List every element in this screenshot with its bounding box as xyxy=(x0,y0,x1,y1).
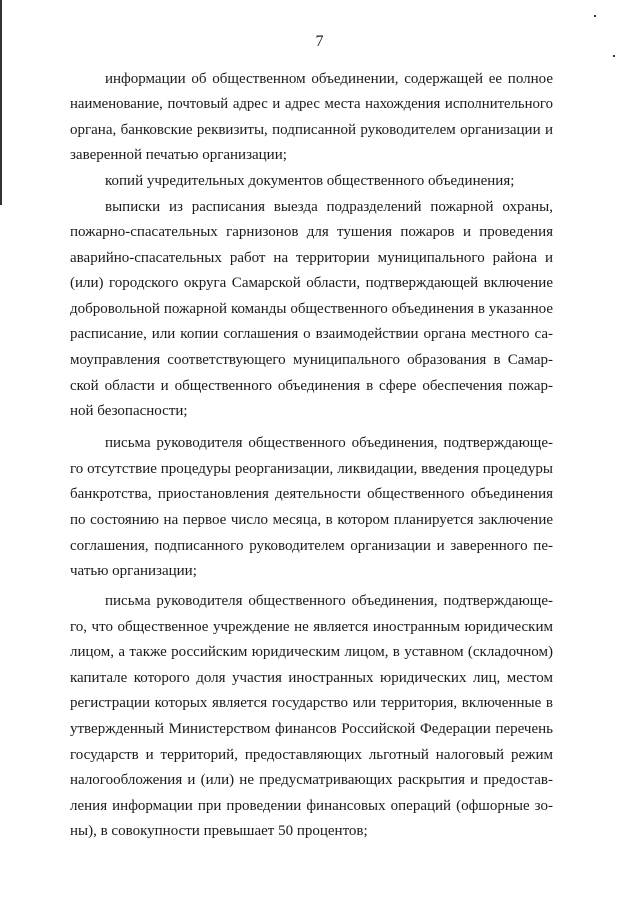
text-line: информации об общественном объединении, содержащей ее полное xyxy=(105,71,553,87)
text-line: ной безопасности; xyxy=(70,403,188,419)
text-line: заверенной печатью организации; xyxy=(70,147,287,163)
text-line: выписки из расписания выезда подразделений пожарной охраны, xyxy=(105,199,553,215)
text-line: утвержденный Министерством финансов Российской Федерации перечень xyxy=(70,721,553,737)
text-line: соглашения, подписанного руководителем организации и заверенного пе- xyxy=(70,538,553,554)
text-line: письма руководителя общественного объединения, подтверждающе- xyxy=(105,593,553,609)
text-line: ской области и общественного объединения в сфере обеспечения пожар- xyxy=(70,378,553,394)
text-line: го отсутствие процедуры реорганизации, ликвидации, введения процедуры xyxy=(70,461,553,477)
page-number: 7 xyxy=(315,33,324,50)
text-line: копий учредительных документов общественного объединения; xyxy=(105,173,515,189)
text-line: налогообложения и (или) не предусматривающих раскрытия и предостав- xyxy=(70,772,553,788)
text-line: добровольной пожарной команды общественного объединения в указанное xyxy=(70,301,553,317)
text-line: расписание, или копии соглашения о взаимодействии органа местного са- xyxy=(70,326,553,342)
text-line: банкротства, приостановления деятельности общественного объединения xyxy=(70,486,553,502)
text-line: ления информации при проведении финансовых операций (офшорные зо- xyxy=(70,798,553,814)
text-line: наименование, почтовый адрес и адрес места нахождения исполнительного xyxy=(70,96,553,112)
scan-dot xyxy=(613,55,615,57)
text-line: письма руководителя общественного объединения, подтверждающе- xyxy=(105,435,553,451)
text-line: государств и территорий, предоставляющих льготный налоговый режим xyxy=(70,747,553,763)
text-line: по состоянию на первое число месяца, в котором планируется заключение xyxy=(70,512,553,528)
text-line: пожарно-спасательных гарнизонов для тушения пожаров и проведения xyxy=(70,224,553,240)
text-line: ны), в совокупности превышает 50 процентов; xyxy=(70,823,368,839)
text-line: моуправления соответствующего муниципального образования в Самар- xyxy=(70,352,553,368)
text-line: лицом, а также российским юридическим лицом, в уставном (складочном) xyxy=(70,644,553,660)
text-line: аварийно-спасательных работ на территории муниципального района и xyxy=(70,250,553,266)
text-line: органа, банковские реквизиты, подписанной руководителем организации и xyxy=(70,122,553,138)
text-line: чатью организации; xyxy=(70,563,197,579)
text-line: капитале которого доля участия иностранных юридических лиц, местом xyxy=(70,670,553,686)
text-line: регистрации которых является государство или территория, включенные в xyxy=(70,695,553,711)
text-line: го, что общественное учреждение не является иностранным юридическим xyxy=(70,619,553,635)
scan-edge-mark xyxy=(0,0,2,205)
scan-dot xyxy=(594,15,596,17)
text-line: (или) городского округа Самарской области, подтверждающей включение xyxy=(70,275,553,291)
